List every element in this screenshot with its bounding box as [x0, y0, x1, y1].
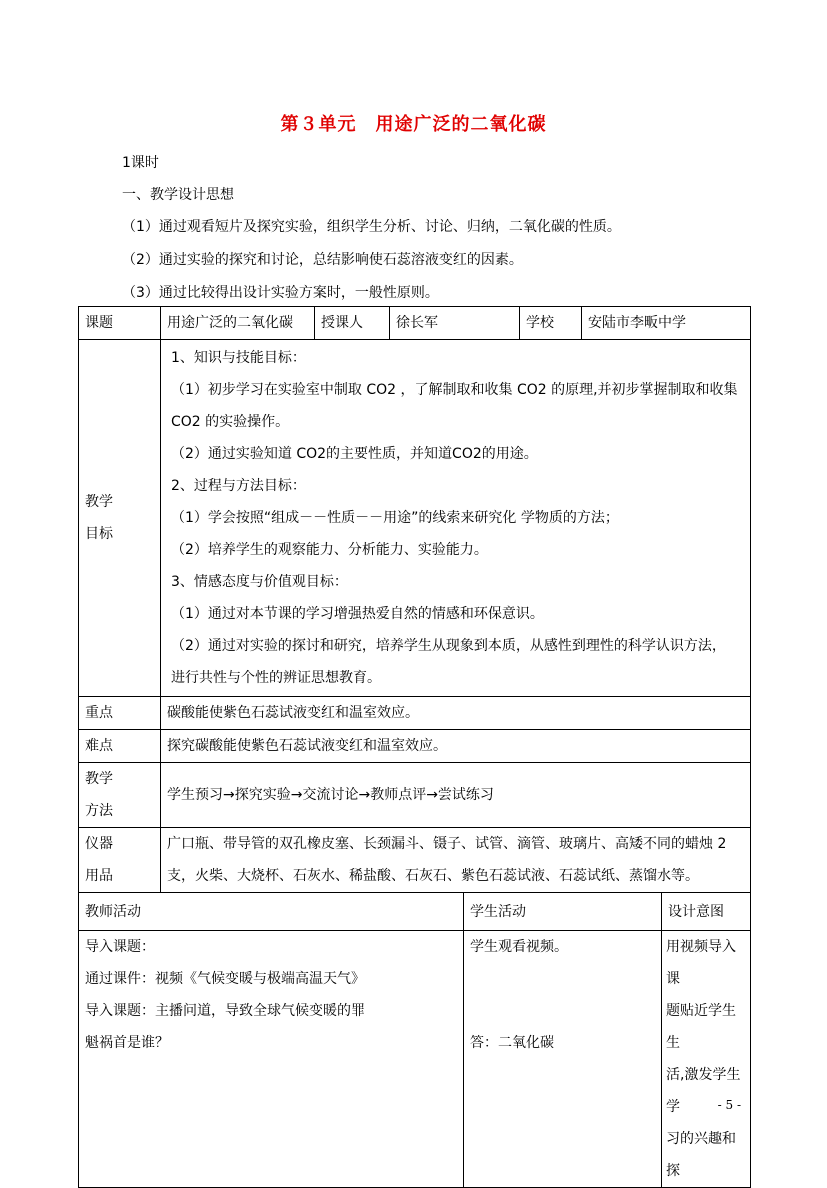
activity-row	[79, 931, 751, 1188]
key-point-label: 重点	[79, 697, 161, 730]
student-activity-cell: 学生观看视频。 答：二氧化碳	[464, 931, 662, 1188]
objectives-label: 教学 目标	[79, 340, 161, 697]
difficulty-label: 难点	[79, 730, 161, 763]
design-intent-header: 设计意图	[662, 893, 751, 931]
key-point-text: 碳酸能使紫色石蕊试液变红和温室效应。	[161, 697, 751, 730]
key-point-row	[79, 697, 751, 730]
class-period: 1课时	[122, 155, 159, 171]
info-row	[79, 307, 751, 340]
objectives-row	[79, 340, 751, 697]
design-intent-cell: 用视频导入课 题贴近学生生 活,激发学生学 习的兴趣和探	[662, 931, 751, 1188]
student-activity-header: 学生活动	[464, 893, 662, 931]
objective-line: （2）通过实验知道 CO2的主要性质，并知道CO2的用途。	[171, 446, 538, 462]
document-title: 第３单元 用途广泛的二氧化碳	[280, 114, 547, 135]
objective-line: （2）培养学生的观察能力、分析能力、实验能力。	[171, 542, 488, 558]
lesson-plan-table	[78, 306, 751, 1188]
subject-value: 用途广泛的二氧化碳	[161, 307, 315, 340]
equipment-row	[79, 828, 751, 893]
objective-line: 进行共性与个性的辨证思想教育。	[171, 670, 381, 686]
school-value: 安陆市李畈中学	[582, 307, 751, 340]
method-row	[79, 763, 751, 828]
equipment-text: 广口瓶、带导管的双孔橡皮塞、长颈漏斗、镊子、试管、滴管、玻璃片、高矮不同的蜡烛 2 支，火柴、大烧杯、石灰水、稀盐酸、石灰石、紫色石蕊试液、石蕊试纸、蒸馏水等。	[161, 828, 751, 893]
objective-line: （1）初步学习在实验室中制取 CO2 ，了解制取和收集 CO2 的原理,并初步掌握制取和收集	[171, 382, 738, 398]
teacher-value: 徐长军	[390, 307, 520, 340]
method-label: 教学 方法	[79, 763, 161, 828]
objective-line: 1、知识与技能目标：	[171, 350, 306, 366]
difficulty-row	[79, 730, 751, 763]
teacher-activity-cell: 导入课题： 通过课件：视频《气候变暖与极端高温天气》 导入课题：主播问道，导致全球气候变暖的罪 魁祸首是谁？	[79, 931, 464, 1188]
objective-line: 3、情感态度与价值观目标：	[171, 574, 348, 590]
design-point-2: （2）通过实验的探究和讨论，总结影响使石蕊溶液变红的因素。	[122, 252, 523, 268]
page-number: - 5 -	[717, 1098, 741, 1112]
subject-label: 课题	[79, 307, 161, 340]
equipment-label: 仪器 用品	[79, 828, 161, 893]
objective-line: 2、过程与方法目标：	[171, 478, 306, 494]
teacher-activity-header: 教师活动	[79, 893, 464, 931]
activity-header-row	[79, 893, 751, 931]
section-heading: 一、教学设计思想	[122, 187, 234, 203]
objectives-content	[161, 340, 751, 697]
design-point-1: （1）通过观看短片及探究实验，组织学生分析、讨论、归纳，二氧化碳的性质。	[122, 219, 621, 235]
objective-line: （1）学会按照“组成－－性质－－用途”的线索来研究化 学物质的方法；	[171, 510, 619, 526]
objective-line: （1）通过对本节课的学习增强热爱自然的情感和环保意识。	[171, 606, 544, 622]
teacher-label: 授课人	[315, 307, 390, 340]
school-label: 学校	[520, 307, 582, 340]
method-text: 学生预习→探究实验→交流讨论→教师点评→尝试练习	[161, 763, 751, 828]
objective-line: （2）通过对实验的探讨和研究，培养学生从现象到本质，从感性到理性的科学认识方法，	[171, 638, 726, 654]
objective-line: CO2 的实验操作。	[171, 414, 290, 430]
design-point-3: （3）通过比较得出设计实验方案时，一般性原则。	[122, 285, 439, 301]
difficulty-text: 探究碳酸能使紫色石蕊试液变红和温室效应。	[161, 730, 751, 763]
